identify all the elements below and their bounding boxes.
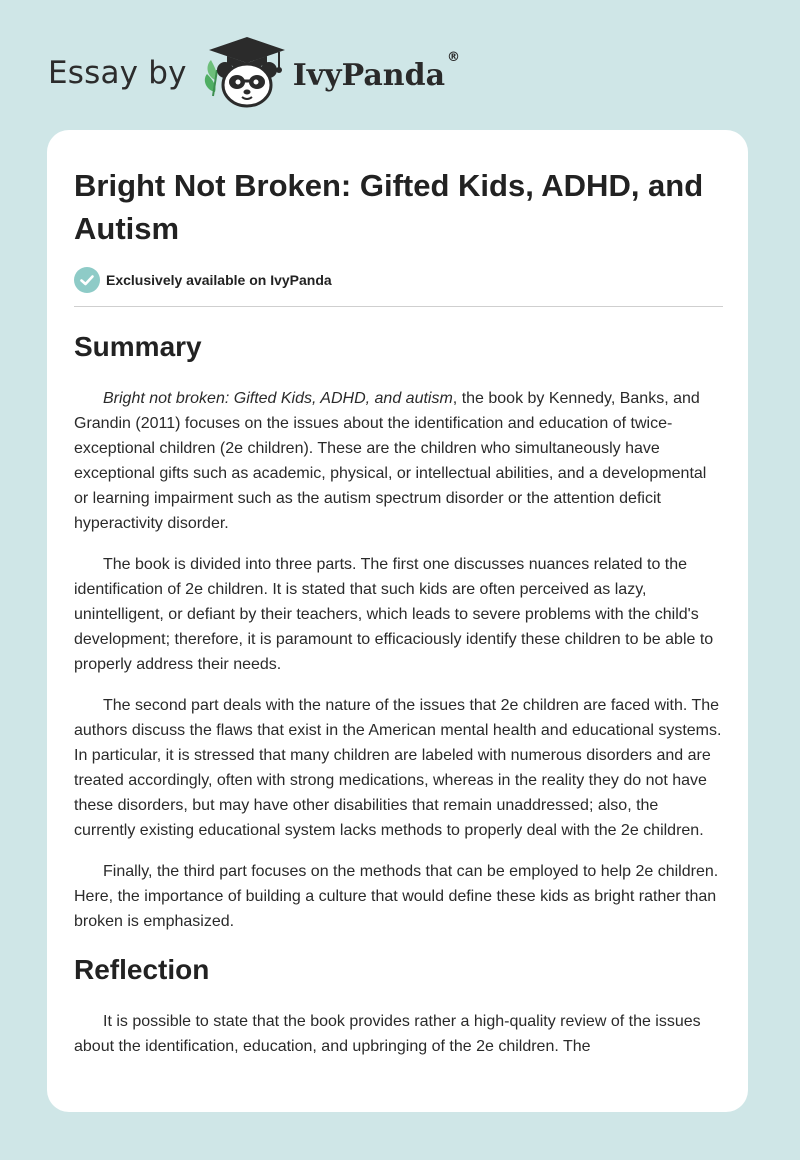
exclusive-label: Exclusively available on IvyPanda <box>106 272 332 288</box>
section-heading-summary: Summary <box>74 331 202 362</box>
exclusive-badge <box>74 267 723 293</box>
brand-name: IvyPanda <box>292 57 446 93</box>
divider <box>74 306 723 307</box>
site-header <box>48 34 460 110</box>
paragraph: The second part deals with the nature of the issues that 2e children are faced with. The authors discuss the flaws that exist in the American mental health and educational systems. In particular, it is stressed that many children are labeled with numerous disorders and are treated accordingly, often with strong medications, whereas in the reality they do not have these disorders, but may have other disabilities that remain unaddressed; also, the currently existing educational system lacks methods to properly deal with the 2e children. <box>74 697 722 839</box>
paragraph <box>74 386 723 536</box>
panda-graduate-icon <box>201 34 289 110</box>
check-circle-icon <box>74 267 100 293</box>
essay-card <box>47 130 748 1112</box>
registered-mark: ® <box>447 50 461 65</box>
essay-by-label: Essay by <box>48 55 187 91</box>
paragraph: It is possible to state that the book provides rather a high-quality review of the issues about the identification, education, and upbringing of the 2e children. The <box>74 1013 701 1055</box>
book-title-italic: Bright not broken: Gifted Kids, ADHD, and autism <box>103 390 453 407</box>
essay-content <box>74 164 723 1059</box>
paragraph-text: , the book by Kennedy, Banks, and Grandin (2011) focuses on the issues about the identification and education of twice-exceptional children (2e children). These are the children who simultaneously have exceptional gifts such as academic, physical, or intellectual abilities, and a developmental or learning impairment such as the autism spectrum disorder or the attention deficit hyperactivity disorder. <box>74 390 707 532</box>
paragraph: Finally, the third part focuses on the methods that can be employed to help 2e children. Here, the importance of building a culture that would define these kids as bright rather than broken is emphasized. <box>74 863 719 930</box>
page-title: Bright Not Broken: Gifted Kids, ADHD, and Autism <box>74 168 704 246</box>
paragraph: The book is divided into three parts. The first one discusses nuances related to the identification of 2e children. It is stated that such kids are often perceived as lazy, unintelligent, or defiant by their teachers, which leads to severe problems with the child's development; therefore, it is paramount to efficaciously identify these children to be able to properly address their needs. <box>74 556 714 673</box>
section-heading-reflection: Reflection <box>74 954 210 985</box>
